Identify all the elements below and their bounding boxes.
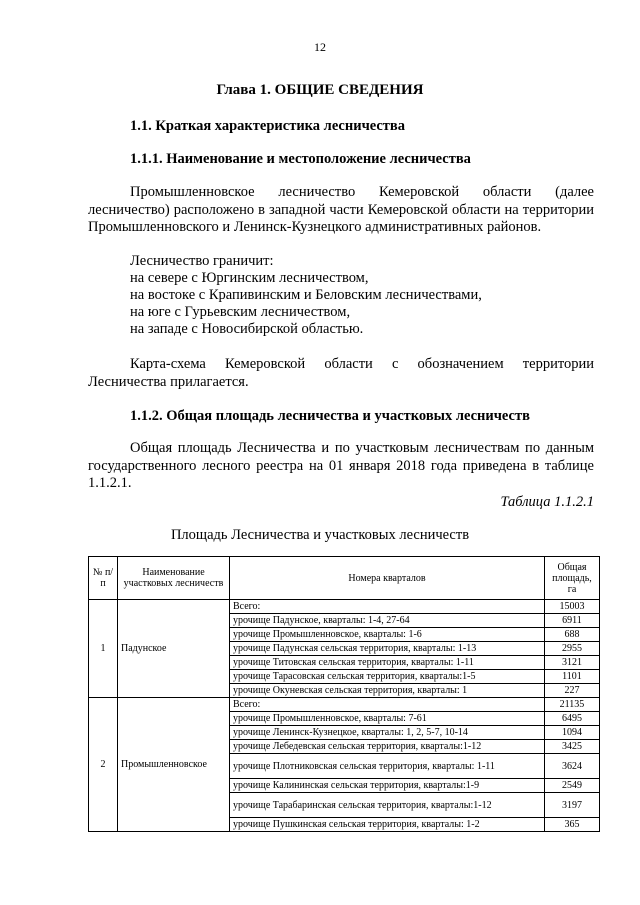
quarters-cell: урочище Пушкинская сельская территория, кварталы: 1-2 bbox=[230, 818, 545, 832]
table-row bbox=[89, 600, 600, 614]
group-num: 1 bbox=[89, 600, 118, 698]
table-header-row bbox=[89, 557, 600, 600]
total-label: Всего: bbox=[230, 698, 545, 712]
table-row bbox=[89, 698, 600, 712]
area-cell: 1094 bbox=[545, 726, 600, 740]
quarters-cell: урочище Титовская сельская территория, кварталы: 1-11 bbox=[230, 656, 545, 670]
quarters-cell: урочище Лебедевская сельская территория, кварталы:1-12 bbox=[230, 740, 545, 754]
area-cell: 6911 bbox=[545, 614, 600, 628]
quarters-cell: урочище Окуневская сельская территория, кварталы: 1 bbox=[230, 684, 545, 698]
location-paragraph: Промышленновское лесничество Кемеровской области (далее лесничество) расположено в западной части Кемеровской области на территории Промышленновского и Ленинск-Кузнецкого административных районов. bbox=[88, 184, 594, 235]
border-north: на севере с Юргинским лесничеством, bbox=[130, 270, 369, 286]
header-quarters: Номера кварталов bbox=[230, 557, 545, 600]
area-cell: 3624 bbox=[545, 754, 600, 779]
quarters-cell: урочище Калининская сельская территория, кварталы:1-9 bbox=[230, 779, 545, 793]
area-cell: 688 bbox=[545, 628, 600, 642]
quarters-cell: урочище Плотниковская сельская территория, кварталы: 1-11 bbox=[230, 754, 545, 779]
table-caption: Площадь Лесничества и участковых лесничеств bbox=[170, 527, 470, 543]
quarters-cell: урочище Падунская сельская территория, кварталы: 1-13 bbox=[230, 642, 545, 656]
page-number: 12 bbox=[314, 40, 326, 54]
total-area: 21135 bbox=[545, 698, 600, 712]
area-cell: 3121 bbox=[545, 656, 600, 670]
section-1-1-heading: 1.1. Краткая характеристика лесничества bbox=[130, 118, 406, 134]
chapter-title: Глава 1. ОБЩИЕ СВЕДЕНИЯ bbox=[216, 82, 424, 98]
section-1-1-1-heading: 1.1.1. Наименование и местоположение лесничества bbox=[130, 151, 471, 167]
quarters-cell: урочище Тарасовская сельская территория, кварталы:1-5 bbox=[230, 670, 545, 684]
border-west: на западе с Новосибирской областью. bbox=[130, 321, 364, 337]
map-paragraph: Карта-схема Кемеровской области с обозначением территории Лесничества прилагается. bbox=[88, 356, 594, 390]
area-cell: 1101 bbox=[545, 670, 600, 684]
borders-intro: Лесничество граничит: bbox=[130, 253, 274, 269]
quarters-cell: урочище Падунское, кварталы: 1-4, 27-64 bbox=[230, 614, 545, 628]
table-label: Таблица 1.1.2.1 bbox=[500, 494, 594, 510]
area-cell: 2955 bbox=[545, 642, 600, 656]
header-num: № п/п bbox=[89, 557, 118, 600]
border-east: на востоке с Крапивинским и Беловским лесничествами, bbox=[130, 287, 482, 303]
area-cell: 3197 bbox=[545, 793, 600, 818]
area-cell: 6495 bbox=[545, 712, 600, 726]
area-paragraph: Общая площадь Лесничества и по участковым лесничествам по данным государственного лесного реестра на 01 января 2018 года приведена в таблице 1.1.2.1. bbox=[88, 440, 594, 491]
header-area: Общая площадь, га bbox=[545, 557, 600, 600]
group-name: Падунское bbox=[118, 600, 230, 698]
border-south: на юге с Гурьевским лесничеством, bbox=[130, 304, 351, 320]
area-cell: 2549 bbox=[545, 779, 600, 793]
header-name: Наименование участковых лесничеств bbox=[118, 557, 230, 600]
quarters-cell: урочище Промышленновское, кварталы: 7-61 bbox=[230, 712, 545, 726]
group-name: Промышленновское bbox=[118, 698, 230, 832]
quarters-cell: урочище Ленинск-Кузнецкое, кварталы: 1, 2, 5-7, 10-14 bbox=[230, 726, 545, 740]
area-table bbox=[88, 556, 600, 832]
section-1-1-2-heading: 1.1.2. Общая площадь лесничества и участковых лесничеств bbox=[130, 408, 530, 424]
total-label: Всего: bbox=[230, 600, 545, 614]
area-cell: 227 bbox=[545, 684, 600, 698]
total-area: 15003 bbox=[545, 600, 600, 614]
area-cell: 365 bbox=[545, 818, 600, 832]
area-cell: 3425 bbox=[545, 740, 600, 754]
quarters-cell: урочище Промышленновское, кварталы: 1-6 bbox=[230, 628, 545, 642]
quarters-cell: урочище Тарабаринская сельская территория, кварталы:1-12 bbox=[230, 793, 545, 818]
group-num: 2 bbox=[89, 698, 118, 832]
